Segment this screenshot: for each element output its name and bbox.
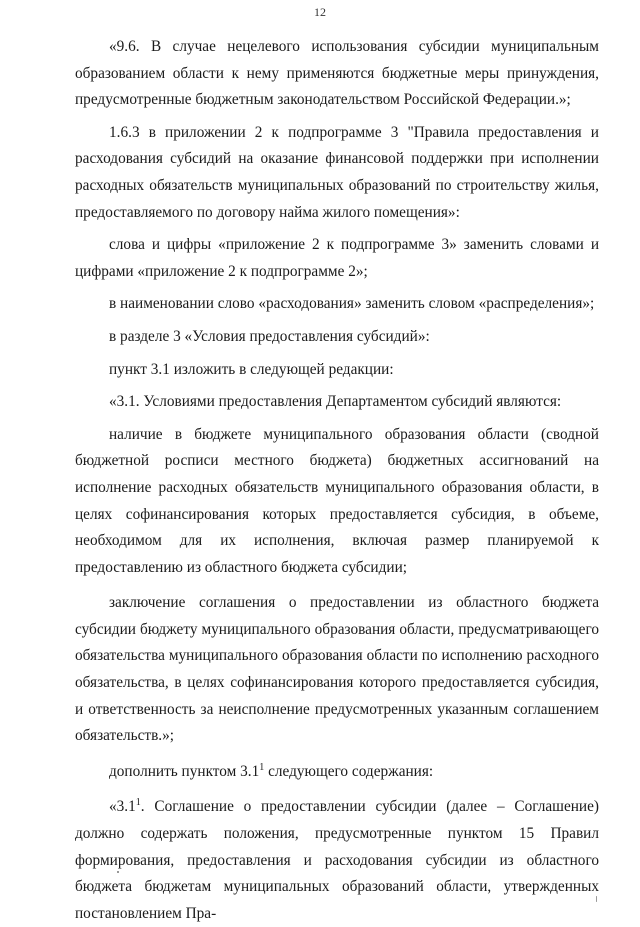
scan-speck xyxy=(117,871,119,873)
clause-text: . Соглашение о предоставлении субсидии (далее – Соглашение) должно содержать положения, предусмотренные пунктом 15 Правил формирования, предоставления и расходования субсидии из областного бюджета бюджетам муниципальных образований области, утвержденных постановлением Пра- xyxy=(75,798,599,922)
page-number: 12 xyxy=(314,5,326,19)
paragraph-3-1-conditions: «3.1. Условиями предоставления Департаментом субсидий являются: xyxy=(109,393,562,411)
paragraph-1-6-3: 1.6.3 в приложении 2 к подпрограмме 3 "Правила предоставления и расходования субсидий на оказание финансовой поддержки при исполнении расходных обязательств муниципальных образований по строительству жилья, предоставляемого по договору найма жилого помещения»: xyxy=(75,123,599,221)
paragraph-point-3-1: пункт 3.1 изложить в следующей редакции: xyxy=(109,360,394,378)
scan-mark xyxy=(596,896,597,902)
paragraph-replace-words: слова и цифры «приложение 2 к подпрограмме 3» заменить словами и цифрами «приложение 2 к подпрограмме 2»; xyxy=(75,236,599,280)
supplement-intro-text: дополнить пунктом 3.1 xyxy=(109,762,260,780)
clause-superscript: 1 xyxy=(135,797,141,809)
paragraph-section-3: в разделе 3 «Условия предоставления субсидий»: xyxy=(109,327,430,345)
clause-number: «3.1 xyxy=(109,798,136,816)
paragraph-9-6: «9.6. В случае нецелевого использования субсидии муниципальным образованием области к нему применяются бюджетные меры принуждения, предусмотренные бюджетным законодательством Российской Федерации.»; xyxy=(75,38,599,109)
document-body xyxy=(75,34,599,927)
paragraph-3-1-1 xyxy=(75,794,599,927)
paragraph-agreement-condition: заключение соглашения о предоставлении из областного бюджета субсидии бюджету муниципального образования области, предусматривающего обязательства муниципального образования области по исполнению расходного обязательства, в целях софинансирования которого предоставляется субсидия, и ответственность за неисполнение предусмотренных указанным соглашением обязательств.»; xyxy=(75,594,599,745)
supplement-intro-tail: следующего содержания: xyxy=(264,762,434,780)
supplement-intro-superscript: 1 xyxy=(259,761,265,773)
paragraph-supplement-intro xyxy=(75,759,599,786)
paragraph-budget-condition: наличие в бюджете муниципального образования области (сводной бюджетной росписи местного бюджета) бюджетных ассигнований на исполнение расходных обязательств муниципального образования области, в целях софинансирования которых предоставляется субсидия, в объеме, необходимом для их исполнения, включая размер планируемой к предоставлению из областного бюджета субсидии; xyxy=(75,425,599,576)
paragraph-replace-title: в наименовании слово «расходования» заменить словом «распределения»; xyxy=(109,295,595,313)
